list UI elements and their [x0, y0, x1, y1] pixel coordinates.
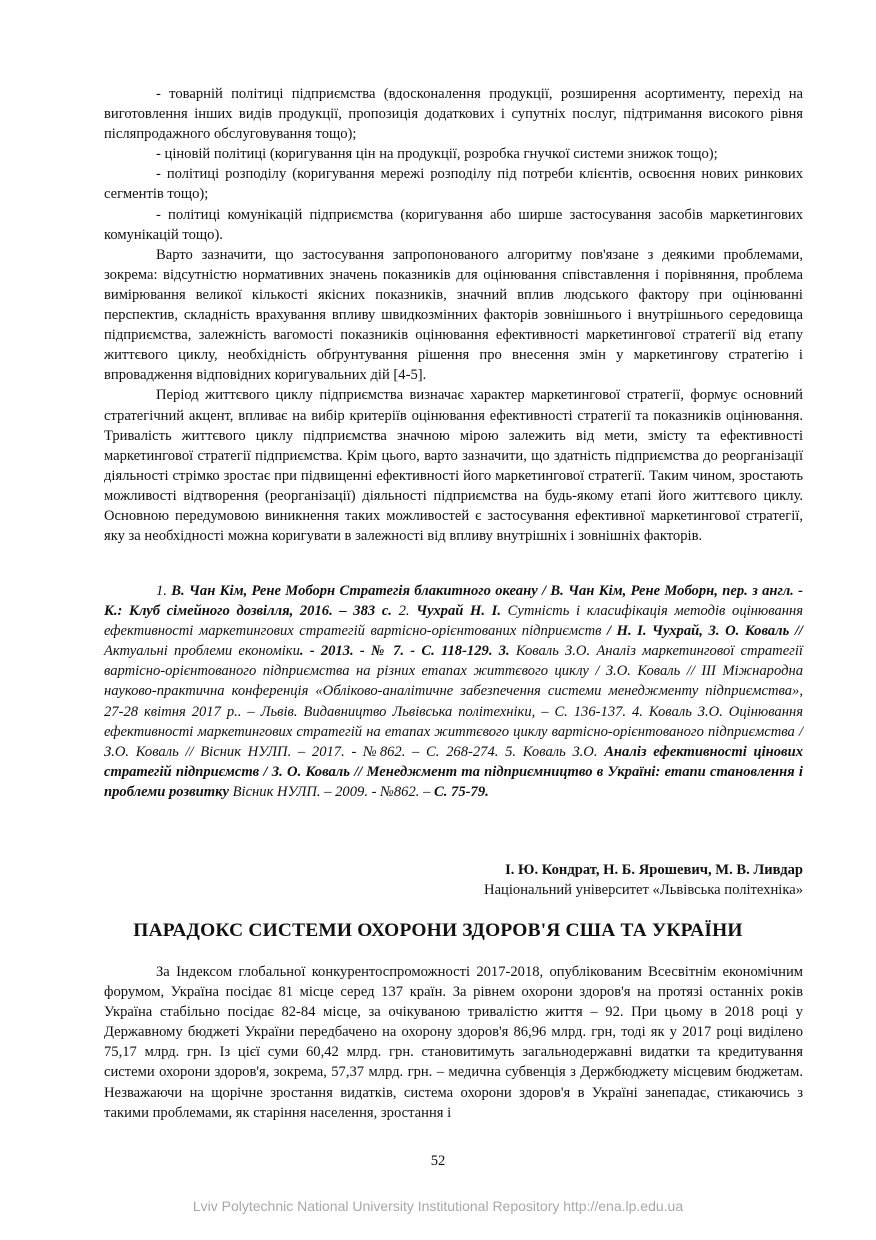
article-title: ПАРАДОКС СИСТЕМИ ОХОРОНИ ЗДОРОВ'Я США ТА УКРАЇНИ — [133, 920, 743, 941]
ref-5-pages: С. 75-79. — [434, 783, 489, 800]
article-paragraph: За Індексом глобальної конкурентоспроможності 2017-2018, опублікованим Всесвітнім економічним форумом, Україна посідає 81 місце серед 137 країн. За рівнем охорони здоров'я на протязі останніх років Україна стабільно посідає 82-84 місце, за очікуваною тривалістю життя – 92. При цьому в 2018 році у Державному бюджеті України передбачено на охорону здоров'я 86,96 млрд. грн, тоді як у 2017 році виділено 75,17 млрд. грн. Із цієї суми 60,42 млрд. грн. становитимуть загальнодержавні видатки та кредитування системи охорони здоров'я, зокрема, 57,37 млрд. грн. – медична субвенція з Держбюджету місцевим бюджетам. Незважаючи на щорічне зростання видатків, система охорони здоров'я в Україні занепадає, стикаючись з такими проблемами, як старіння населення, зростання і — [104, 964, 803, 1121]
author-affiliation: Національний університет «Львівська політехніка» — [484, 882, 803, 899]
ref-2-title: Сутність і класифікація методів оцінювання ефективності маркетингових стратегій вартісно-орієнтованих підприємств — [104, 603, 804, 640]
author-names: І. Ю. Кондрат, Н. Б. Ярошевич, М. В. Ливдар — [505, 862, 803, 878]
paragraph-problems: Варто зазначити, що застосування запропонованого алгоритму пов'язане з деякими проблемами, зокрема: відсутністю нормативних значень показників для оцінювання співставлення і порівняння, проблема вимірювання великої кількості якісних показників, значний вплив людського фактору при оцінюванні перспектив, складність врахування впливу швидкозмінних факторів зовнішнього і внутрішнього середовища підприємства, залежність вагомості показників оцінювання ефективності маркетингової стратегії від етапу життєвого циклу, необхідність обґрунтування рішення про внесення змін у маркетингову стратегію і впровадження відповідних коригувальних дій [4-5]. — [104, 246, 803, 384]
ref-3-4-text: Коваль З.О. Аналіз маркетингової стратегії вартісно-орієнтованого підприємства на різних етапах життєвого циклу / З.О. Коваль // ІІІ Міжнародна науково-практична конференція «Обліково-аналітичне забезпечення системи менеджменту підприємства», 27-28 квітня 2017 р.. – Львів. Видавництво Львівська політехніки, – С. 136-137. 4. Коваль З.О. Оцінювання ефективності маркетингових стратегій на етапах життєвого циклу вартісно-орієнтованого підприємства / З.О. Коваль // Вісник НУЛП. – 2017. - №862. – С. 268-274. 5. Коваль З.О. — [104, 643, 803, 760]
ref-2-pages: . - 2013. - № 7. - С. 118-129. 3. — [299, 643, 510, 660]
page-number: 52 — [430, 1153, 446, 1169]
body-text-section — [104, 84, 803, 546]
ref-2-number: 2. — [391, 603, 417, 620]
ref-2-authors: / Н. І. Чухрай, З. О. Коваль // — [607, 623, 803, 640]
ref-1-text: В. Чан Кім, Рене Моборн Стратегія блакитного океану / В. Чан Кім, Рене Моборн, пер. з англ. - К.: Клуб сімейного дозвілля, 2016. – 383 с. — [104, 583, 804, 620]
bullet-product-policy: - товарній політиці підприємства (вдосконалення продукції, розширення асортименту, перехід на виготовлення інших видів продукції, пропозиція додаткових і супутніх послуг, підтримання високого рівня післяпродажного обслуговування тощо); — [104, 86, 803, 143]
ref-5-title: Аналіз ефективності цінових стратегій підприємств / З. О. Коваль // Менеджмент та підприємництво в Україні: етапи становлення і проблеми розвитку — [104, 743, 803, 800]
authors-block — [484, 860, 803, 900]
repository-footer: Lviv Polytechnic National University Institutional Repository http://ena.lp.edu.ua — [192, 1198, 684, 1214]
article-body-section — [104, 962, 803, 1123]
ref-1-number: 1. — [156, 583, 172, 599]
bullet-communication-policy: - політиці комунікацій підприємства (коригування або ширше застосування засобів маркетингових комунікацій тощо). — [104, 206, 803, 243]
ref-2-journal: Актуальні проблеми економіки — [104, 643, 300, 660]
bullet-distribution-policy: - політиці розподілу (коригування мережі розподілу під потреби клієнтів, освоєння нових ринкових сегментів тощо); — [104, 166, 803, 203]
references-list — [104, 581, 803, 802]
bullet-price-policy: - ціновій політиці (коригування цін на продукції, розробка гнучкої системи знижок тощо); — [156, 146, 718, 163]
ref-2-author: Чухрай Н. І. — [416, 603, 502, 620]
paragraph-lifecycle: Період життєвого циклу підприємства визначає характер маркетингової стратегії, формує основний стратегічний акцент, впливає на вибір критеріїв оцінювання ефективності стратегії та показників оцінювання. Тривалість життєвого циклу підприємства значною мірою залежить від мети, змісту та ефективності маркетингової стратегії підприємства. Крім цього, варто зазначити, що здатність підприємства до реорганізації діяльності стрімко зростає при підвищенні ефективності його маркетингової стратегії. Таким чином, зростають можливості відтворення (реорганізації) діяльності підприємства на будь-якому етапі його життєвого циклу. Основною передумовою виникнення таких можливостей є застосування ефективної маркетингової стратегії, яку за необхідності можна коригувати в залежності від впливу внутрішніх і зовнішніх факторів. — [104, 387, 803, 545]
ref-5-source: Вісник НУЛП. – 2009. - №862. – — [228, 783, 435, 800]
